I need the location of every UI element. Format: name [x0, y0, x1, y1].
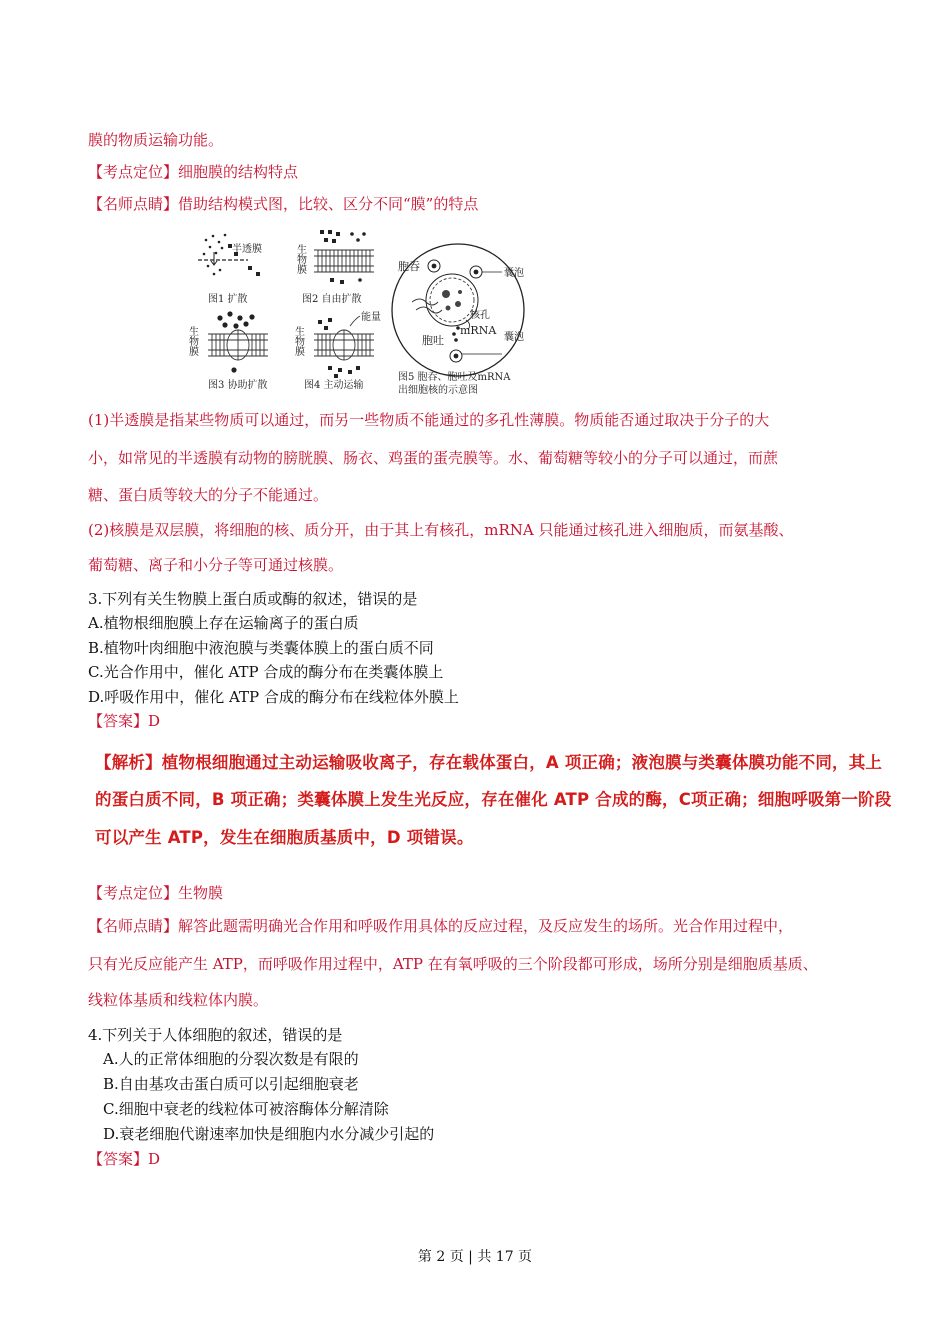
q3-stem: 3.下列有关生物膜上蛋白质或酶的叙述，错误的是	[88, 590, 418, 608]
fig4-caption: 图4 主动运输	[304, 380, 364, 391]
q4-option-c: C.细胞中衰老的线粒体可被溶酶体分解清除	[103, 1100, 389, 1118]
q4-option-d: D.衰老细胞代谢速率加快是细胞内水分减少引起的	[103, 1125, 435, 1143]
q4-option-b: B.自由基攻击蛋白质可以引起细胞衰老	[103, 1075, 359, 1093]
note2-line1: (2)核膜是双层膜，将细胞的核、质分开，由于其上有核孔，mRNA 只能通过核孔进入细胞质，而氨基酸、	[88, 521, 794, 539]
q3-option-d: D.呼吸作用中，催化 ATP 合成的酶分布在线粒体外膜上	[88, 688, 459, 706]
q3-option-b: B.植物叶肉细胞中液泡膜与类囊体膜上的蛋白质不同	[88, 639, 434, 657]
q3-answer: 【答案】D	[88, 712, 161, 730]
label-nuclear-pore: 核孔	[470, 310, 490, 321]
q3-mingshi-line1: 【名师点睛】解答此题需明确光合作用和呼吸作用具体的反应过程，及反应发生的场所。光合作用过程中，	[88, 917, 794, 935]
fig5-caption-line1: 图5 胞吞、胞吐及mRNA	[398, 372, 511, 383]
mingshi-heading-prev: 【名师点睛】借助结构模式图，比较、区分不同“膜”的特点	[88, 195, 479, 213]
label-exocytosis: 胞吐	[422, 334, 444, 347]
note1-line1: (1)半透膜是指某些物质可以通过，而另一些物质不能通过的多孔性薄膜。物质能否通过取决于分子的大	[88, 411, 770, 429]
fig2-free-diffusion	[295, 230, 375, 305]
fig1-caption: 图1 扩散	[208, 294, 248, 305]
kaodian-heading-prev: 【考点定位】细胞膜的结构特点	[88, 163, 299, 181]
note1-line3: 糖、蛋白质等较大的分子不能通过。	[88, 486, 329, 504]
label-vesicle-2: 囊泡	[504, 332, 524, 343]
q3-mingshi-line3: 线粒体基质和线粒体内膜。	[88, 991, 269, 1009]
prev-tail-text: 膜的物质运输功能。	[88, 131, 224, 149]
q4-option-a: A.人的正常体细胞的分裂次数是有限的	[103, 1050, 359, 1068]
membrane-transport-figure	[186, 222, 558, 400]
fig2-caption: 图2 自由扩散	[302, 294, 362, 305]
q3-option-a: A.植物根细胞膜上存在运输离子的蛋白质	[88, 614, 359, 632]
q3-explanation-line2: 的蛋白质不同，B 项正确；类囊体膜上发生光反应，存在催化 ATP 合成的酶，C项正确；细胞呼吸第一阶段	[95, 790, 892, 809]
label-biomembrane-1: 生物膜	[294, 244, 306, 274]
note1-line2: 小，如常见的半透膜有动物的膀胱膜、肠衣、鸡蛋的蛋壳膜等。水、葡萄糖等较小的分子可以通过，而蔗	[88, 449, 779, 467]
q3-explanation-line1: 【解析】植物根细胞通过主动运输吸收离子，存在载体蛋白，A 项正确；液泡膜与类囊体膜功能不同，其上	[95, 753, 883, 772]
fig3-facilitated-diffusion	[187, 311, 269, 391]
label-biomembrane-4: 生物膜	[292, 326, 304, 356]
page-footer: 第 2 页 | 共 17 页	[417, 1249, 533, 1265]
q4-stem: 4.下列关于人体细胞的叙述，错误的是	[88, 1026, 343, 1044]
q3-mingshi-line2: 只有光反应能产生 ATP，而呼吸作用过程中，ATP 在有氧呼吸的三个阶段都可形成，场所分别是细胞质基质、	[88, 955, 818, 973]
q3-explanation-line3: 可以产生 ATP，发生在细胞质基质中，D 项错误。	[95, 828, 474, 847]
fig1-diffusion	[198, 234, 262, 305]
q3-kaodian: 【考点定位】生物膜	[88, 884, 224, 902]
label-mrna: mRNA	[460, 324, 497, 337]
fig3-caption: 图3 协助扩散	[208, 380, 268, 391]
fig5-caption-line2: 出细胞核的示意图	[398, 385, 478, 396]
fig5-endo-exocytosis	[392, 244, 524, 396]
q3-option-c: C.光合作用中，催化 ATP 合成的酶分布在类囊体膜上	[88, 663, 444, 681]
note2-line2: 葡萄糖、离子和小分子等可通过核膜。	[88, 556, 344, 574]
label-energy: 能量	[361, 312, 381, 323]
label-semipermeable: 半透膜	[232, 244, 262, 255]
fig4-active-transport	[293, 310, 382, 391]
q4-answer: 【答案】D	[88, 1150, 161, 1168]
label-endocytosis: 胞吞	[398, 260, 420, 273]
label-vesicle-1: 囊泡	[504, 268, 524, 279]
label-biomembrane-3: 生物膜	[186, 326, 198, 356]
